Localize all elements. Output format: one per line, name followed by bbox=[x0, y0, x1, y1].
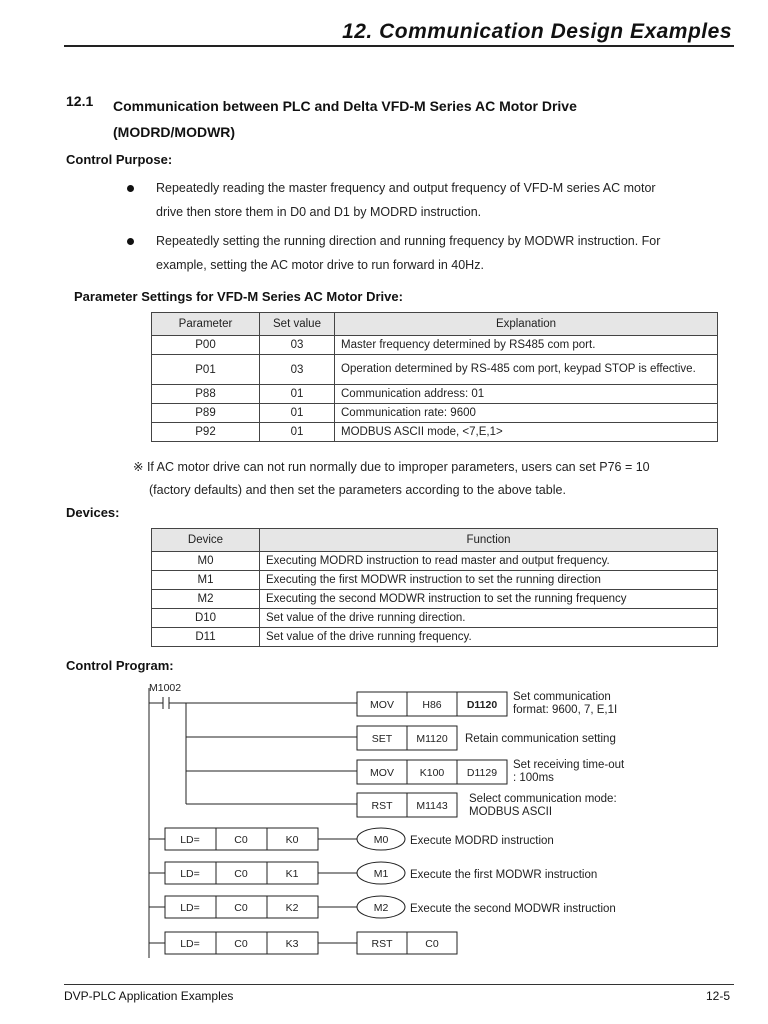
device-cell: M1 bbox=[152, 571, 260, 590]
operand-box: C0 bbox=[234, 868, 248, 880]
function-cell: Executing the first MODWR instruction to set the running direction bbox=[260, 571, 718, 590]
page-number: 12-5 bbox=[705, 989, 730, 1003]
device-cell: M0 bbox=[152, 552, 260, 571]
coil-label: M0 bbox=[373, 834, 389, 846]
function-cell: Set value of the drive running direction. bbox=[260, 609, 718, 628]
rung-comment: Retain communication setting bbox=[465, 733, 616, 745]
control-program-heading: Control Program: bbox=[66, 658, 174, 673]
column-header: Set value bbox=[260, 313, 335, 336]
parameter-settings-heading: Parameter Settings for VFD-M Series AC Motor Drive: bbox=[74, 289, 403, 304]
bullet-line: Repeatedly reading the master frequency and output frequency of VFD-M series AC motor bbox=[156, 181, 656, 195]
explanation-cell: Communication address: 01 bbox=[335, 385, 718, 404]
operand-box: H86 bbox=[422, 699, 442, 711]
explanation-cell: MODBUS ASCII mode, <7,E,1> bbox=[335, 423, 718, 442]
rung-comment: Select communication mode: bbox=[469, 793, 617, 805]
instruction-box: SET bbox=[371, 733, 393, 745]
operand-box: D1129 bbox=[466, 767, 498, 779]
value-cell: 01 bbox=[260, 404, 335, 423]
section-title-line1: Communication between PLC and Delta VFD-M Series AC Motor Drive bbox=[113, 98, 577, 114]
operand-box: K1 bbox=[285, 868, 299, 880]
explanation-cell: Master frequency determined by RS485 com port. bbox=[335, 336, 718, 355]
instruction-box: MOV bbox=[370, 767, 394, 779]
device-cell: D10 bbox=[152, 609, 260, 628]
note-line: (factory defaults) and then set the parameters according to the above table. bbox=[149, 483, 566, 497]
operand-box: C0 bbox=[234, 834, 248, 846]
footer-rule bbox=[64, 984, 734, 985]
value-cell: 03 bbox=[260, 355, 335, 385]
operand-box: K3 bbox=[285, 938, 299, 950]
operand-box: M1120 bbox=[416, 733, 448, 745]
rung-comment: Execute the second MODWR instruction bbox=[410, 903, 616, 915]
bullet-line: example, setting the AC motor drive to run forward in 40Hz. bbox=[156, 258, 484, 272]
column-header: Explanation bbox=[335, 313, 718, 336]
operand-box: C0 bbox=[234, 938, 248, 950]
explanation-cell: Communication rate: 9600 bbox=[335, 404, 718, 423]
instruction-box: RST bbox=[371, 800, 393, 812]
compare-box: LD= bbox=[180, 902, 200, 914]
param-cell: P01 bbox=[152, 355, 260, 385]
explanation-cell: Operation determined by RS-485 com port, keypad STOP is effective. bbox=[335, 355, 718, 385]
operand-box: K100 bbox=[419, 767, 445, 779]
rung-comment: : 100ms bbox=[513, 772, 554, 784]
control-purpose-heading: Control Purpose: bbox=[66, 152, 173, 167]
instruction-box: RST bbox=[371, 938, 393, 950]
bullet-line: Repeatedly setting the running direction and running frequency by MODWR instruction. For bbox=[156, 234, 661, 248]
footer-title: DVP-PLC Application Examples bbox=[64, 989, 234, 1003]
operand-box: K2 bbox=[285, 902, 299, 914]
param-cell: P92 bbox=[152, 423, 260, 442]
param-cell: P88 bbox=[152, 385, 260, 404]
column-header: Parameter bbox=[152, 313, 260, 336]
instruction-box: MOV bbox=[370, 699, 394, 711]
rung-comment: Set communication bbox=[513, 691, 611, 703]
value-cell: 03 bbox=[260, 336, 335, 355]
coil-label: M1 bbox=[373, 868, 389, 880]
rung-comment: Execute the first MODWR instruction bbox=[410, 869, 598, 881]
rung-comment: format: 9600, 7, E,1I bbox=[513, 704, 618, 716]
device-cell: D11 bbox=[152, 628, 260, 647]
note-line: ※ If AC motor drive can not run normally due to improper parameters, users can set P76 = 10 bbox=[133, 460, 650, 474]
operand-box: M1143 bbox=[416, 800, 448, 812]
function-cell: Set value of the drive running frequency. bbox=[260, 628, 718, 647]
function-cell: Executing MODRD instruction to read master and output frequency. bbox=[260, 552, 718, 571]
operand-box: K0 bbox=[285, 834, 299, 846]
value-cell: 01 bbox=[260, 385, 335, 404]
contact-label: M1002 bbox=[149, 682, 182, 694]
section-number: 12.1 bbox=[66, 93, 94, 109]
compare-box: LD= bbox=[180, 834, 200, 846]
function-cell: Executing the second MODWR instruction to set the running frequency bbox=[260, 590, 718, 609]
compare-box: LD= bbox=[180, 868, 200, 880]
column-header: Function bbox=[260, 529, 718, 552]
devices-heading: Devices: bbox=[66, 505, 120, 520]
column-header: Device bbox=[152, 529, 260, 552]
value-cell: 01 bbox=[260, 423, 335, 442]
param-cell: P00 bbox=[152, 336, 260, 355]
compare-box: LD= bbox=[180, 938, 200, 950]
device-cell: M2 bbox=[152, 590, 260, 609]
rung-comment: Set receiving time-out bbox=[513, 759, 625, 771]
param-cell: P89 bbox=[152, 404, 260, 423]
operand-box: C0 bbox=[234, 902, 248, 914]
rung-comment: MODBUS ASCII bbox=[469, 806, 553, 818]
operand-box: D1120 bbox=[466, 699, 498, 711]
chapter-title: 12. Communication Design Examples bbox=[342, 20, 732, 43]
bullet-line: drive then store them in D0 and D1 by MODRD instruction. bbox=[156, 205, 482, 219]
coil-label: M2 bbox=[373, 902, 389, 914]
section-title-line2: (MODRD/MODWR) bbox=[113, 124, 236, 140]
rung-comment: Execute MODRD instruction bbox=[410, 835, 554, 847]
operand-box: C0 bbox=[425, 938, 439, 950]
